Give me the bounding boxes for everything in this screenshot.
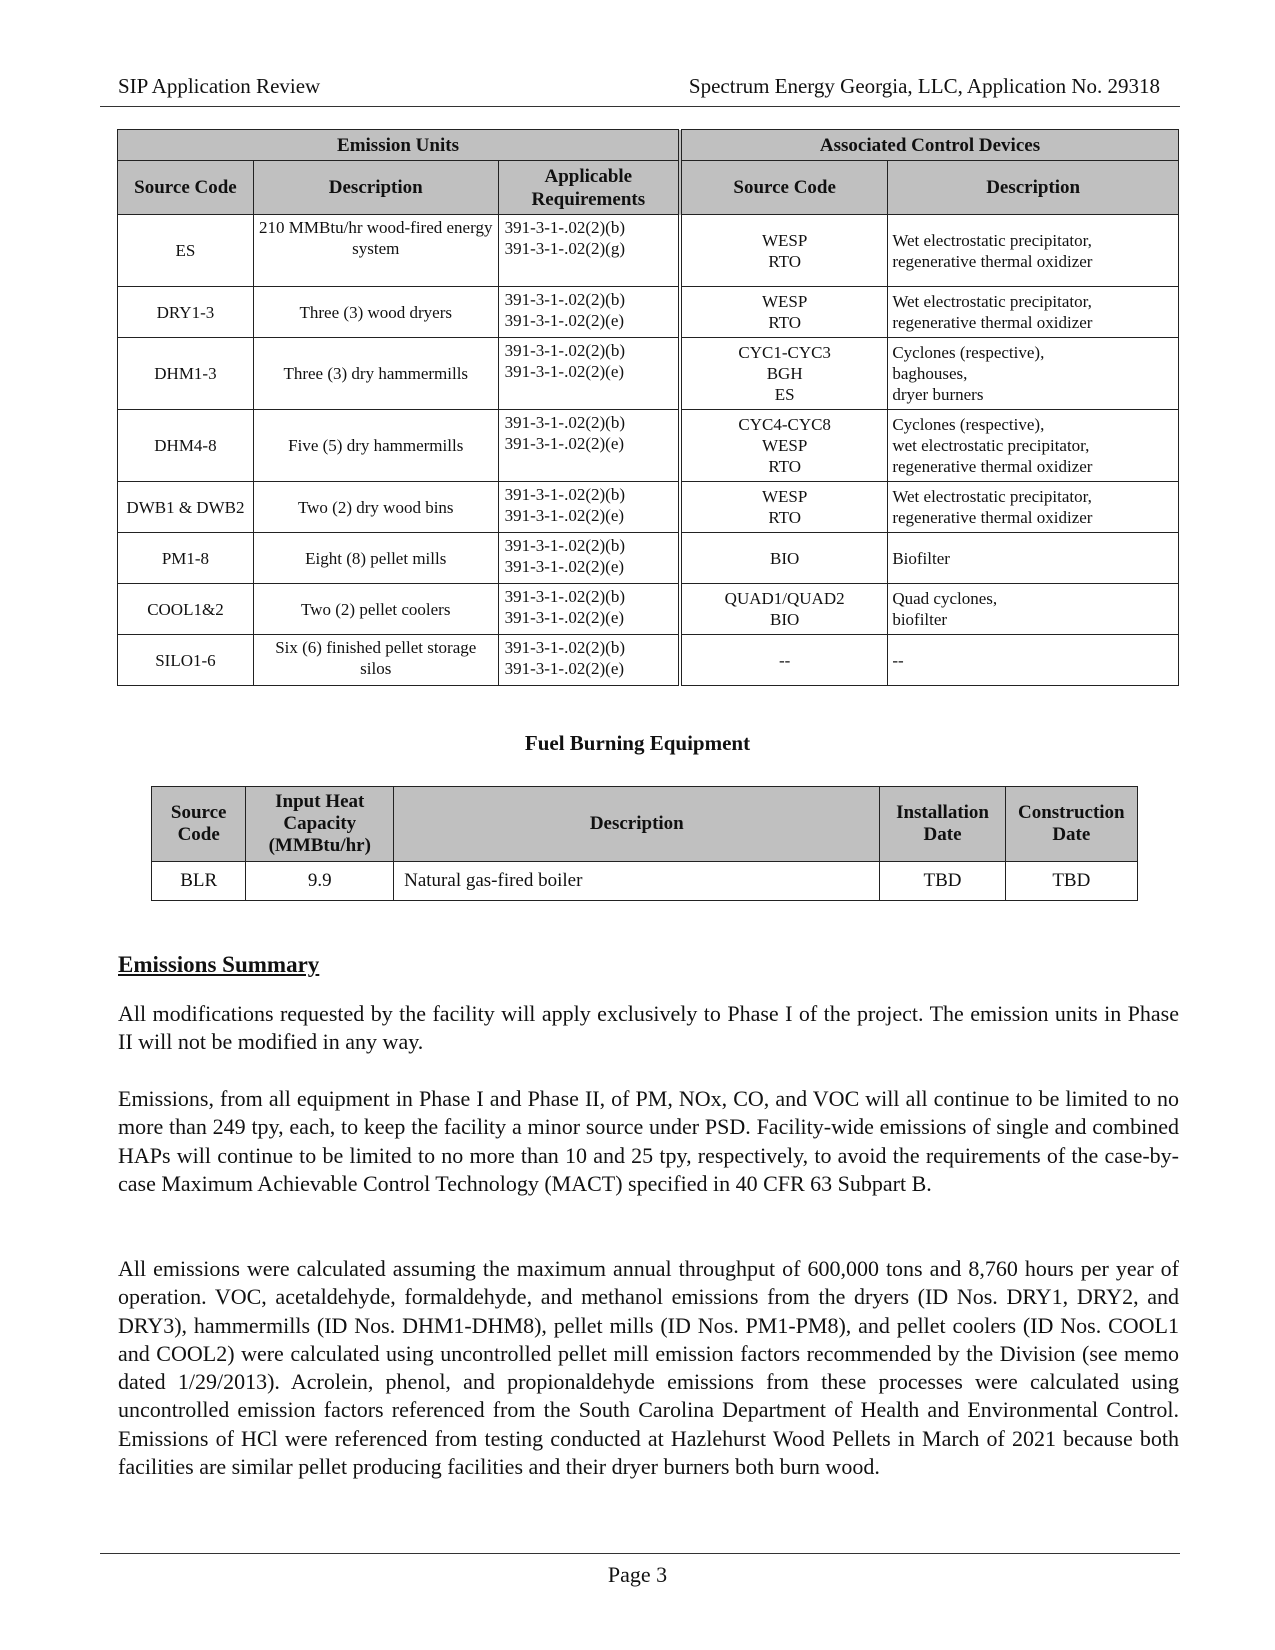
- fuel-installation-date: TBD: [880, 862, 1005, 901]
- table-row: [118, 287, 1179, 338]
- description-cell: Eight (8) pellet mills: [253, 533, 498, 584]
- requirement-line: 391-3-1-.02(2)(b): [504, 536, 625, 555]
- table-row: [118, 338, 1179, 410]
- control-code-line: WESP: [761, 487, 808, 506]
- col-header-control-description: Description: [888, 161, 1179, 215]
- control-code-line: QUAD1/QUAD2: [724, 589, 845, 608]
- requirements-cell: [498, 584, 680, 635]
- control-code-line: RTO: [768, 457, 801, 476]
- control-code-cell: [680, 410, 888, 482]
- col-header-description: Description: [253, 161, 498, 215]
- fuel-burning-table: [151, 786, 1138, 901]
- fuel-table-column-headers: [152, 787, 1138, 862]
- requirements-cell: [498, 215, 680, 287]
- requirements-cell: [498, 410, 680, 482]
- requirements-cell: [498, 635, 680, 686]
- control-description-line: Quad cyclones,: [892, 589, 998, 608]
- control-code-line: BIO: [770, 610, 800, 629]
- control-description-line: Biofilter: [892, 548, 950, 568]
- control-code-line: CYC4-CYC8: [738, 415, 831, 434]
- control-description-line: baghouses,: [892, 364, 968, 383]
- control-description-line: Wet electrostatic precipitator,: [892, 292, 1092, 311]
- control-description-cell: [888, 215, 1179, 287]
- requirements-cell: [498, 533, 680, 584]
- requirement-line: 391-3-1-.02(2)(g): [504, 239, 625, 258]
- header-left: SIP Application Review: [118, 74, 321, 98]
- col-header-source-code: Source Code: [118, 161, 254, 215]
- table-row: [118, 215, 1179, 287]
- requirement-line: 391-3-1-.02(2)(b): [504, 413, 625, 432]
- source-code-cell: DHM4-8: [118, 410, 254, 482]
- footer-divider: [100, 1553, 1180, 1554]
- requirement-line: 391-3-1-.02(2)(e): [504, 434, 625, 453]
- control-description-line: regenerative thermal oxidizer: [892, 457, 1093, 476]
- description-cell: Two (2) pellet coolers: [253, 584, 498, 635]
- requirement-line: 391-3-1-.02(2)(e): [504, 659, 625, 678]
- requirement-line: 391-3-1-.02(2)(e): [504, 608, 625, 627]
- control-code-cell: [680, 482, 888, 533]
- fuel-heat-capacity: 9.9: [246, 862, 394, 901]
- requirement-line: 391-3-1-.02(2)(b): [504, 587, 625, 606]
- requirements-cell: [498, 287, 680, 338]
- control-code-line: WESP: [761, 230, 808, 250]
- control-code-line: RTO: [768, 508, 801, 527]
- table-row: [118, 533, 1179, 584]
- fuel-source-code: BLR: [152, 862, 246, 901]
- requirement-line: 391-3-1-.02(2)(b): [504, 290, 625, 309]
- page-number: Page 3: [607, 1562, 668, 1587]
- table-row: [118, 410, 1179, 482]
- table-row: [118, 635, 1179, 686]
- control-code-line: --: [778, 650, 791, 670]
- control-code-line: RTO: [768, 313, 801, 332]
- requirement-line: 391-3-1-.02(2)(e): [504, 362, 625, 381]
- requirements-cell: [498, 482, 680, 533]
- requirement-line: 391-3-1-.02(2)(e): [504, 506, 625, 525]
- summary-paragraph-3: All emissions were calculated assuming the maximum annual throughput of 600,000 tons and 8,760 hours per year of operation. VOC, acetaldehyde, formaldehyde, and methanol emissions from the dryers (ID Nos. DRY1, DRY2, and DRY3), hammermills (ID Nos. DHM1-DHM8), pellet mills (ID Nos. PM1-PM8), and pellet coolers (ID Nos. COOL1 and COOL2) were calculated using uncontrolled pellet mill emission factors recommended by the Division (see memo dated 1/29/2013). Acrolein, phenol, and propionaldehyde emissions from these processes were calculated using uncontrolled emission factors referenced from the South Carolina Department of Health and Environmental Control. Emissions of HCl were referenced from testing conducted at Hazlehurst Wood Pellets in March of 2021 because both facilities are similar pellet producing facilities and their dryer burners both burn wood.: [118, 1256, 1179, 1480]
- requirement-line: 391-3-1-.02(2)(b): [504, 341, 625, 360]
- requirement-line: 391-3-1-.02(2)(e): [504, 557, 625, 576]
- fuel-col-source-code: Source Code: [152, 787, 246, 862]
- description-cell: Five (5) dry hammermills: [253, 410, 498, 482]
- control-code-line: WESP: [761, 292, 808, 311]
- control-description-cell: [888, 584, 1179, 635]
- source-code-cell: DHM1-3: [118, 338, 254, 410]
- table-row: [118, 584, 1179, 635]
- requirements-cell: [498, 338, 680, 410]
- col-header-applicable-requirements: Applicable Requirements: [498, 161, 680, 215]
- source-code-cell: PM1-8: [118, 533, 254, 584]
- control-description-cell: [888, 635, 1179, 686]
- requirement-line: 391-3-1-.02(2)(b): [504, 218, 625, 237]
- fuel-col-installation-date: Installation Date: [880, 787, 1005, 862]
- emission-table-body: [118, 215, 1179, 686]
- emission-table-column-headers: [118, 161, 1179, 215]
- source-code-cell: COOL1&2: [118, 584, 254, 635]
- control-code-cell: [680, 533, 888, 584]
- emission-units-table: [117, 129, 1179, 686]
- control-code-line: RTO: [768, 251, 801, 271]
- table-row: [118, 482, 1179, 533]
- control-code-line: BGH: [766, 364, 803, 383]
- control-code-line: CYC1-CYC3: [738, 343, 831, 362]
- description-cell: Six (6) finished pellet storage silos: [253, 635, 498, 686]
- control-description-cell: [888, 338, 1179, 410]
- control-code-line: ES: [774, 385, 795, 404]
- fuel-col-description: Description: [394, 787, 880, 862]
- control-description-line: Cyclones (respective),: [892, 415, 1045, 434]
- fuel-col-construction-date: Construction Date: [1005, 787, 1137, 862]
- control-description-cell: [888, 287, 1179, 338]
- control-description-cell: [888, 482, 1179, 533]
- source-code-cell: ES: [118, 215, 254, 287]
- source-code-cell: SILO1-6: [118, 635, 254, 686]
- control-description-cell: [888, 533, 1179, 584]
- control-code-cell: [680, 338, 888, 410]
- description-cell: 210 MMBtu/hr wood-fired energy system: [253, 215, 498, 287]
- table-row: [152, 862, 1138, 901]
- emissions-summary-heading: Emissions Summary: [118, 952, 320, 977]
- fuel-equipment-title: Fuel Burning Equipment: [524, 731, 751, 755]
- requirement-line: 391-3-1-.02(2)(e): [504, 311, 625, 330]
- source-code-cell: DWB1 & DWB2: [118, 482, 254, 533]
- control-description-line: Wet electrostatic precipitator,: [892, 230, 1092, 250]
- requirement-line: 391-3-1-.02(2)(b): [504, 638, 625, 657]
- control-code-line: WESP: [761, 436, 808, 455]
- header-right: Spectrum Energy Georgia, LLC, Application No. 29318: [688, 74, 1160, 98]
- source-code-cell: DRY1-3: [118, 287, 254, 338]
- description-cell: Two (2) dry wood bins: [253, 482, 498, 533]
- control-code-cell: [680, 287, 888, 338]
- control-description-line: Cyclones (respective),: [892, 343, 1045, 362]
- control-description-line: regenerative thermal oxidizer: [892, 313, 1093, 332]
- requirement-line: 391-3-1-.02(2)(b): [504, 485, 625, 504]
- control-description-line: Wet electrostatic precipitator,: [892, 487, 1092, 506]
- col-header-control-source-code: Source Code: [680, 161, 888, 215]
- group-header-emission-units: Emission Units: [118, 130, 680, 161]
- control-description-line: --: [892, 650, 904, 670]
- description-cell: Three (3) dry hammermills: [253, 338, 498, 410]
- control-code-cell: [680, 635, 888, 686]
- control-description-cell: [888, 410, 1179, 482]
- page-header: [100, 74, 1180, 107]
- fuel-construction-date: TBD: [1005, 862, 1137, 901]
- fuel-col-heat-capacity: Input Heat Capacity (MMBtu/hr): [246, 787, 394, 862]
- control-description-line: wet electrostatic precipitator,: [892, 436, 1090, 455]
- control-description-line: biofilter: [892, 610, 948, 629]
- control-description-line: regenerative thermal oxidizer: [892, 251, 1093, 271]
- control-code-line: BIO: [770, 548, 800, 568]
- control-description-line: dryer burners: [892, 385, 984, 404]
- control-description-line: regenerative thermal oxidizer: [892, 508, 1093, 527]
- control-code-cell: [680, 584, 888, 635]
- description-cell: Three (3) wood dryers: [253, 287, 498, 338]
- control-code-cell: [680, 215, 888, 287]
- group-header-control-devices: Associated Control Devices: [680, 130, 1179, 161]
- fuel-description: Natural gas-fired boiler: [394, 862, 880, 901]
- summary-paragraph-1: All modifications requested by the facility will apply exclusively to Phase I of the project. The emission units in Phase II will not be modified in any way.: [118, 1001, 1179, 1055]
- summary-paragraph-2: Emissions, from all equipment in Phase I and Phase II, of PM, NOx, CO, and VOC will all continue to be limited to no more than 249 tpy, each, to keep the facility a minor source under PSD. Facility-wide emissions of single and combined HAPs will continue to be limited to no more than 10 and 25 tpy, respectively, to avoid the requirements of the case-by-case Maximum Achievable Control Technology (MACT) specified in 40 CFR 63 Subpart B.: [118, 1086, 1179, 1196]
